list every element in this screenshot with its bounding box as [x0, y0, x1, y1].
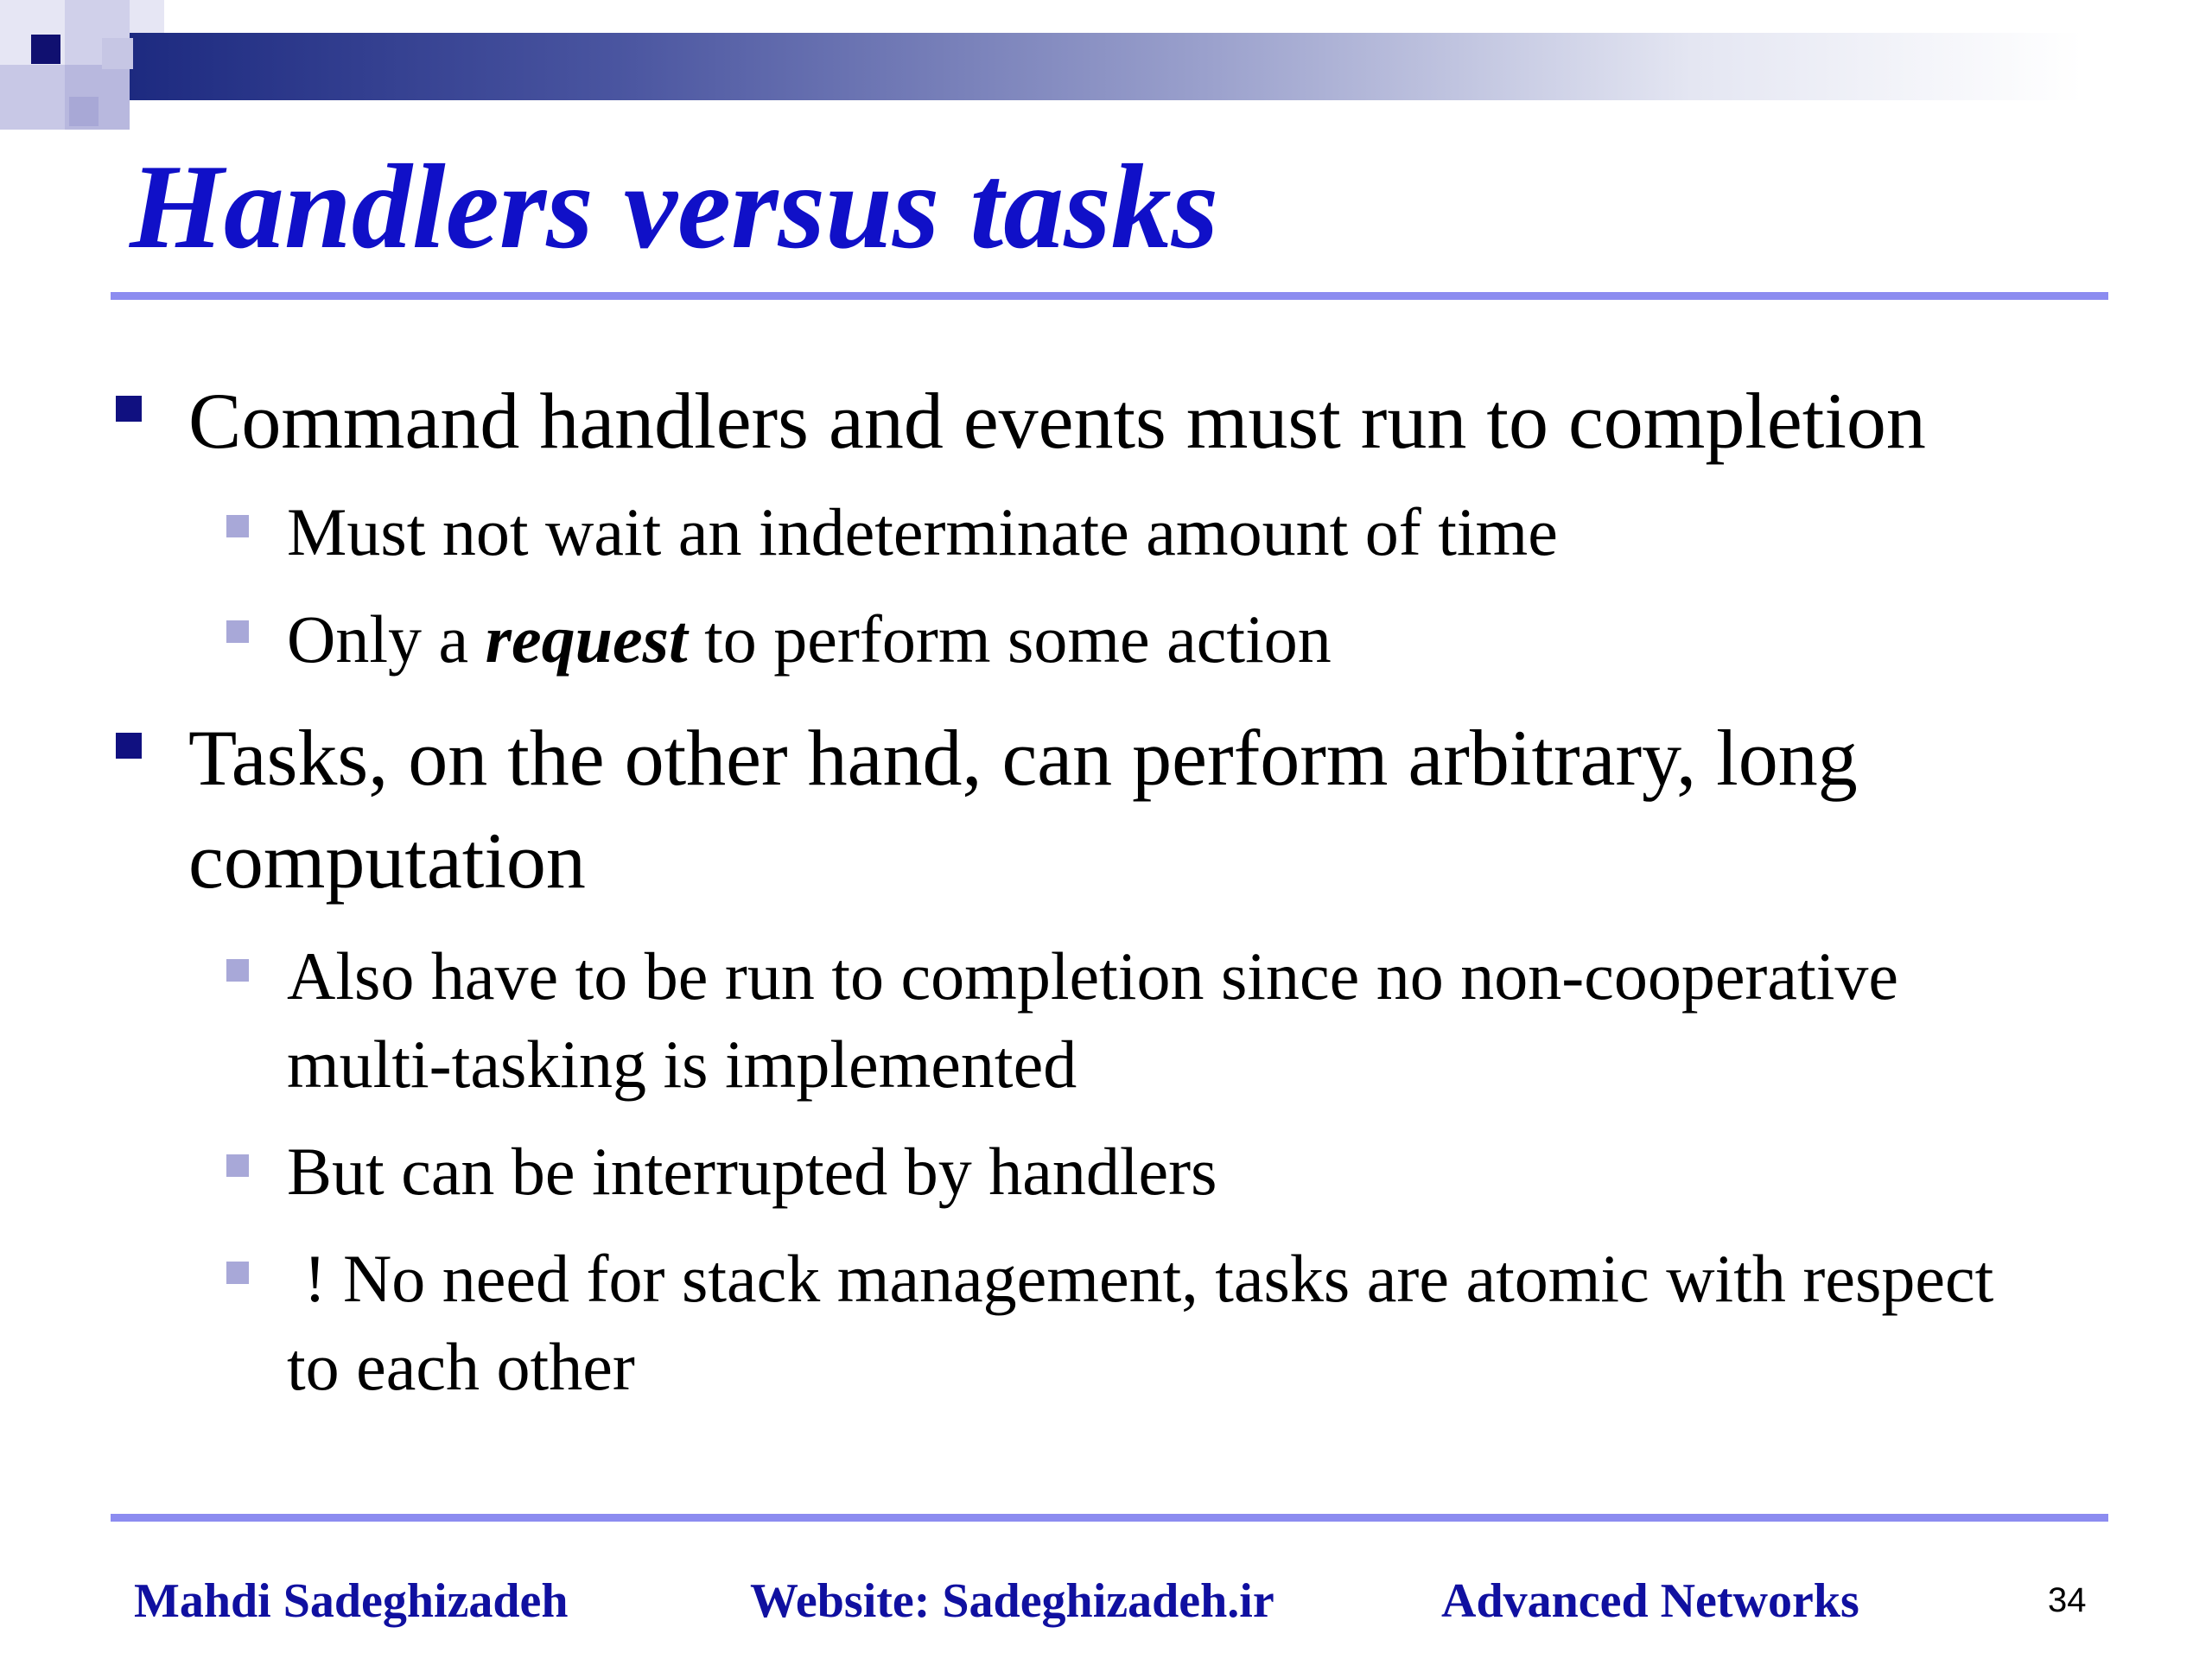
title-divider: [111, 292, 2108, 300]
bullet-square: [116, 733, 142, 759]
bullet-2-text-line-2: computation: [188, 817, 586, 905]
sub-bullet-square: [226, 515, 249, 537]
sub-bullet-square: [226, 620, 249, 643]
corner-square-8: [130, 0, 164, 33]
sub-bullet-square: [226, 959, 249, 982]
footer-author: Mahdi Sadeghizadeh: [134, 1574, 569, 1628]
bullet-1-text: Command handlers and events must run to completion: [188, 377, 1926, 465]
bullet-2-sub-1-line-1: Also have to be run to completion since no non-cooperative: [287, 938, 1898, 1014]
corner-square-3: [0, 65, 65, 130]
bullet-2-sub-3-line-2: to each other: [287, 1329, 635, 1404]
request-emphasis: request: [485, 601, 688, 677]
bullet-2-sub-3-line-1: ! No need for stack management, tasks are atomic with respect: [287, 1241, 1994, 1316]
corner-square-5: [31, 35, 60, 64]
sub-bullet-square: [226, 1262, 249, 1284]
bullet-2-sub-1-line-2: multi-tasking is implemented: [287, 1027, 1077, 1102]
footer-website: Website: Sadeghizadeh.ir: [750, 1574, 1274, 1628]
page-number: 34: [2048, 1581, 2087, 1619]
bullet-2-text-line-1: Tasks, on the other hand, can perform arbitrary, long: [188, 714, 1858, 802]
slide-footer: [0, 1555, 2212, 1642]
bullet-square: [116, 396, 142, 422]
bullet-1-sub-2-text: [287, 594, 2188, 684]
bullet-2-sub-2-text: But can be interrupted by handlers: [287, 1134, 1217, 1209]
bullet-1-sub-1-text: Must not wait an indeterminate amount of time: [287, 494, 1558, 569]
slide-title: Handlers versus tasks: [130, 140, 1219, 274]
sub-2-pre: Only a: [287, 601, 486, 677]
footer-course: Advanced Networks: [1441, 1574, 1859, 1628]
header-gradient-bar: [130, 33, 2082, 100]
footer-divider: [111, 1514, 2108, 1522]
sub-2-post: to perform some action: [687, 601, 1332, 677]
sub-bullet-square: [226, 1154, 249, 1177]
corner-square-6: [102, 38, 133, 69]
corner-square-7: [69, 97, 99, 126]
